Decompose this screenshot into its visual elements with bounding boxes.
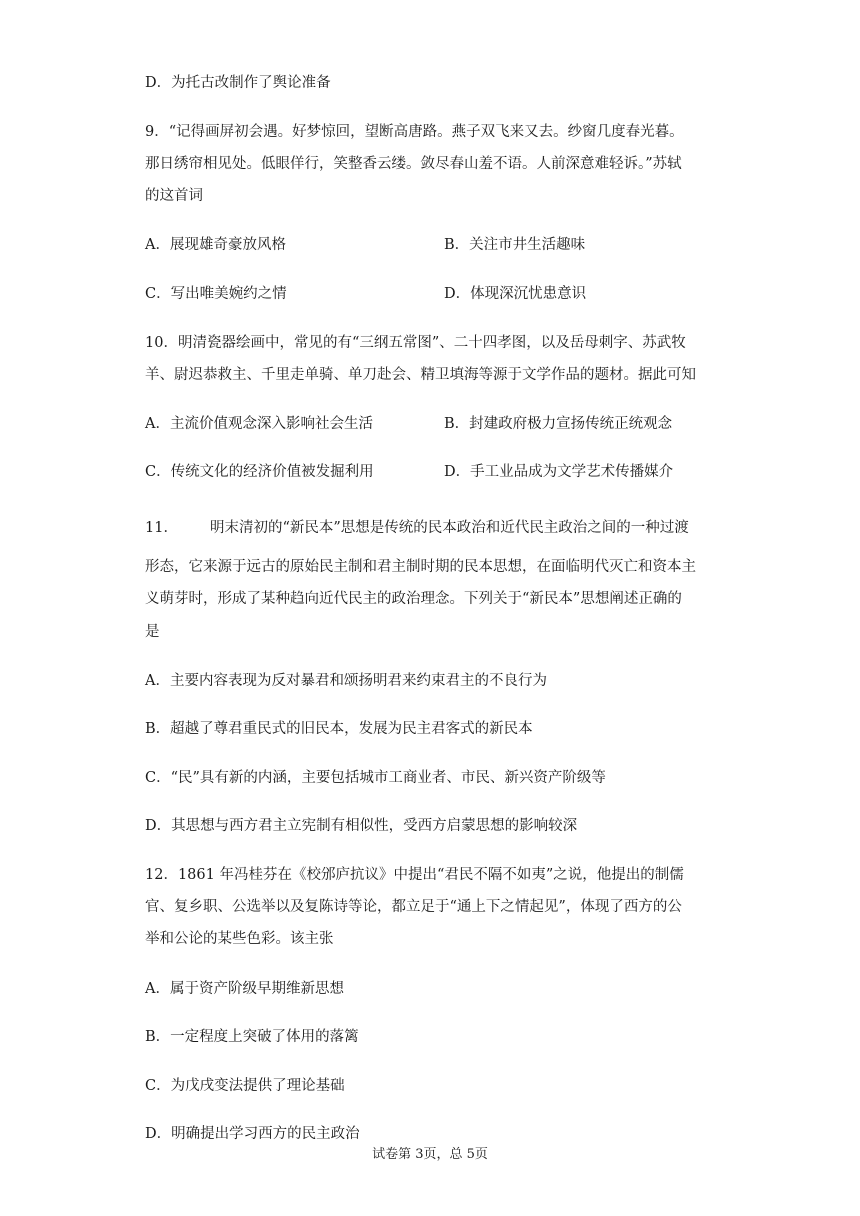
q11-stem-line-2: 形态，它来源于远古的原始民主制和君主制时期的民本思想，在面临明代灭亡和资本主 [145,559,696,575]
q9-option-a[interactable]: A．展现雄奇豪放风格 [145,237,286,253]
q8-option-d[interactable]: D．为托古改制作了舆论准备 [145,75,331,91]
q11-stem-text: 明末清初的“新民本”思想是传统的民本政治和近代民主政治之间的一种过渡 [209,520,689,536]
q12-option-b[interactable]: B．一定程度上突破了体用的落篱 [145,1029,359,1045]
q9-option-c[interactable]: C．写出唯美婉约之情 [145,286,287,302]
q11-stem-line-1 [145,518,689,538]
q9-stem-line-2: 那日绣帘相见处。低眼佯行，笑整香云缕。敛尽春山羞不语。人前深意难轻诉。”苏轼 [145,156,682,172]
q11-stem-line-3: 义萌芽时，形成了某种趋向近代民主的政治理念。下列关于“新民本”思想阐述正确的 [145,591,682,607]
q11-stem-line-4: 是 [145,624,160,640]
q12-stem-line-2: 官、复乡职、公选举以及复陈诗等论，都立足于“通上下之情起见”，体现了西方的公 [145,899,682,915]
q9-stem-line-1: 9．“记得画屏初会遇。好梦惊回，望断高唐路。燕子双飞来又去。纱窗几度春光暮。 [145,124,684,140]
q10-stem-line-1: 10．明清瓷器绘画中，常见的有“三纲五常图”、二十四孝图，以及岳母刺字、苏武牧 [145,335,686,351]
q12-stem-line-3: 举和公论的某些色彩。该主张 [145,931,334,947]
q10-option-a[interactable]: A．主流价值观念深入影响社会生活 [145,416,373,432]
q12-option-a[interactable]: A．属于资产阶级早期维新思想 [145,981,344,997]
q11-option-a[interactable]: A．主要内容表现为反对暴君和颂扬明君来约束君主的不良行为 [145,673,547,689]
q10-stem-line-2: 羊、尉迟恭救主、千里走单骑、单刀赴会、精卫填海等源于文学作品的题材。据此可知 [145,367,696,383]
q11-option-d[interactable]: D．其思想与西方君主立宪制有相似性，受西方启蒙思想的影响较深 [145,818,578,834]
q9-option-d[interactable]: D．体现深沉忧患意识 [444,286,587,302]
q11-option-b[interactable]: B．超越了尊君重民式的旧民本，发展为民主君客式的新民本 [145,721,533,737]
q12-option-c[interactable]: C．为戊戌变法提供了理论基础 [145,1078,345,1094]
q12-option-d[interactable]: D．明确提出学习西方的民主政治 [145,1126,360,1142]
q9-stem-line-3: 的这首词 [145,188,203,204]
q11-number: 11． [145,520,178,536]
page-footer: 试卷第 3页，总 5页 [372,1147,488,1162]
q10-option-b[interactable]: B．封建政府极力宣扬传统正统观念 [444,416,673,432]
q11-option-c[interactable]: C．“民”具有新的内涵，主要包括城市工商业者、市民、新兴资产阶级等 [145,770,606,786]
q10-option-d[interactable]: D．手工业品成为文学艺术传播媒介 [444,464,674,480]
q9-option-b[interactable]: B．关注市井生活趣味 [444,237,586,253]
q10-option-c[interactable]: C．传统文化的经济价值被发掘利用 [145,464,374,480]
q12-stem-line-1: 12．1861 年冯桂芬在《校邠庐抗议》中提出“君民不隔不如夷”之说，他提出的制儒 [145,867,684,883]
